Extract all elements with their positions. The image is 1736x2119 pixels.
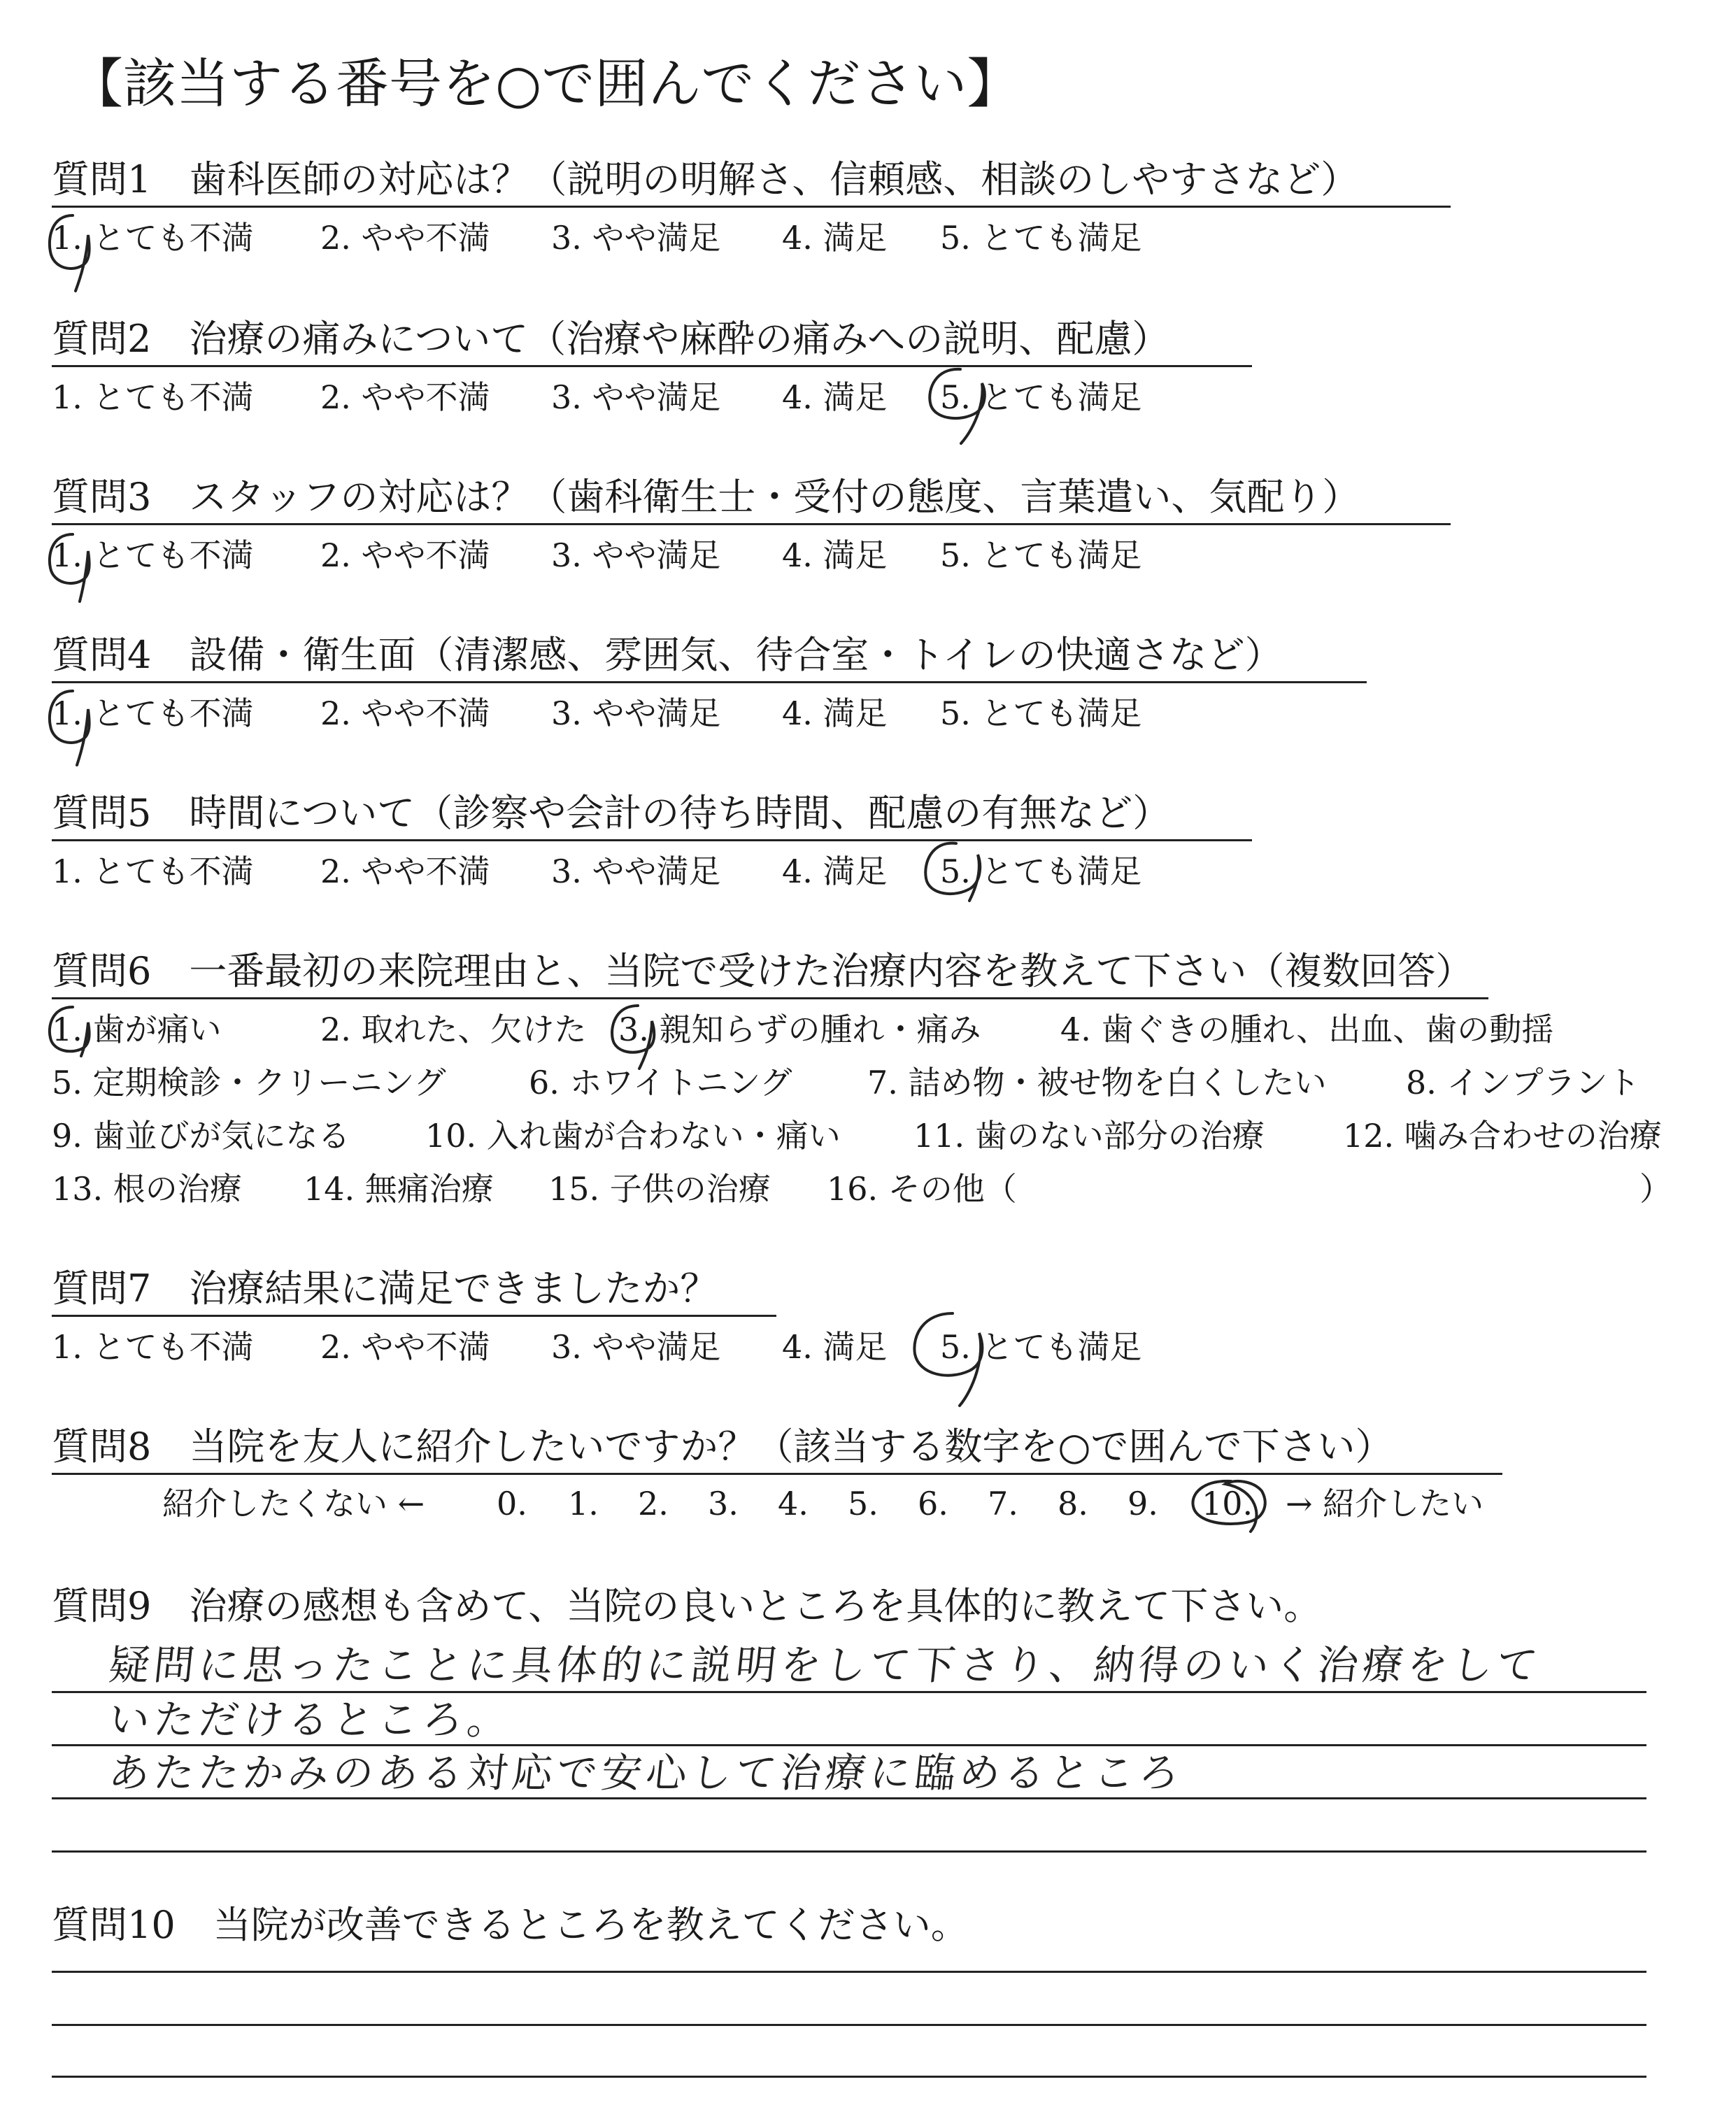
q2-option-1[interactable]: 1. とても不満 — [52, 378, 254, 416]
q3-option-1[interactable]: 1. とても不満 — [52, 536, 254, 574]
q7-option-1[interactable]: 1. とても不満 — [52, 1328, 254, 1366]
q6-option-9[interactable]: 9. 歯並びが気になる — [52, 1117, 350, 1155]
question-7: 質問7 治療結果に満足できましたか？ — [52, 1267, 718, 1311]
q1-option-4[interactable]: 4. 満足 — [782, 219, 888, 257]
q7-option-2[interactable]: 2. やや不満 — [320, 1328, 490, 1366]
q8-number-1[interactable]: 1. — [568, 1485, 599, 1522]
q9-answer-line-4 — [52, 1850, 1646, 1853]
question-4: 質問4 設備・衛生面（清潔感、雰囲気、待合室・トイレの快適さなど） — [52, 633, 1283, 677]
q6-other-close-paren: ） — [1639, 1170, 1672, 1208]
question-8-underline — [52, 1473, 1502, 1475]
q5-option-4[interactable]: 4. 満足 — [782, 852, 888, 890]
q6-option-11[interactable]: 11. 歯のない部分の治療 — [913, 1117, 1265, 1155]
question-8: 質問8 当院を友人に紹介したいですか？（該当する数字を○で囲んで下さい） — [52, 1425, 1393, 1469]
q7-option-4[interactable]: 4. 満足 — [782, 1328, 888, 1366]
q6-option-10[interactable]: 10. 入れ歯が合わない・痛い — [425, 1117, 841, 1155]
q10-answer-line-2 — [52, 2024, 1646, 2026]
q5-option-3[interactable]: 3. やや満足 — [551, 852, 721, 890]
q5-option-5[interactable]: 5. とても満足 — [940, 852, 1142, 890]
question-9: 質問9 治療の感想も含めて、当院の良いところを具体的に教えて下さい。 — [52, 1584, 1322, 1628]
q6-option-13[interactable]: 13. 根の治療 — [52, 1170, 242, 1208]
q6-option-3[interactable]: 3. 親知らずの腫れ・痛み — [618, 1011, 981, 1048]
q8-number-7[interactable]: 7. — [988, 1485, 1018, 1522]
q9-handwritten-answer-3: あたたかみのある対応で安心して治療に臨めるところ — [106, 1749, 1186, 1797]
q1-option-3[interactable]: 3. やや満足 — [551, 219, 721, 257]
question-3: 質問3 スタッフの対応は？（歯科衛生士・受付の態度、言葉遣い、気配り） — [52, 475, 1360, 519]
question-2: 質問2 治療の痛みについて（治療や麻酔の痛みへの説明、配慮） — [52, 317, 1170, 361]
q1-option-2[interactable]: 2. やや不満 — [320, 219, 490, 257]
question-3-underline — [52, 523, 1451, 525]
page-title: 【該当する番号を○で囲んでください】 — [70, 52, 1020, 115]
q6-option-12[interactable]: 12. 噛み合わせの治療 — [1343, 1117, 1662, 1155]
q4-option-3[interactable]: 3. やや満足 — [551, 694, 721, 732]
q2-option-2[interactable]: 2. やや不満 — [320, 378, 490, 416]
q3-selection-circle — [45, 529, 101, 606]
q7-option-3[interactable]: 3. やや満足 — [551, 1328, 721, 1366]
q9-handwritten-answer-2: いただけるところ。 — [106, 1696, 515, 1743]
q4-selection-circle — [45, 685, 101, 769]
q7-selection-circle — [906, 1308, 997, 1413]
q3-option-2[interactable]: 2. やや不満 — [320, 536, 490, 574]
question-5-underline — [52, 839, 1252, 841]
q8-right-label: → 紹介したい — [1286, 1485, 1484, 1522]
q6-selection-circle-1 — [45, 1003, 101, 1059]
q3-option-5[interactable]: 5. とても満足 — [940, 536, 1142, 574]
q9-answer-line-1 — [52, 1691, 1646, 1693]
q5-option-2[interactable]: 2. やや不満 — [320, 852, 490, 890]
q10-answer-line-3 — [52, 2076, 1646, 2078]
q6-option-7[interactable]: 7. 詰め物・被せ物を白くしたい — [867, 1064, 1327, 1101]
q10-answer-line-1 — [52, 1971, 1646, 1973]
q9-answer-line-2 — [52, 1744, 1646, 1746]
q6-option-6[interactable]: 6. ホワイトニング — [529, 1064, 792, 1101]
q2-option-3[interactable]: 3. やや満足 — [551, 378, 721, 416]
q6-option-14[interactable]: 14. 無痛治療 — [304, 1170, 494, 1208]
q6-option-1[interactable]: 1. 歯が痛い — [52, 1011, 222, 1048]
question-6-underline — [52, 997, 1488, 999]
question-5: 質問5 時間について（診察や会計の待ち時間、配慮の有無など） — [52, 791, 1171, 835]
q2-option-5[interactable]: 5. とても満足 — [940, 378, 1142, 416]
q8-number-5[interactable]: 5. — [848, 1485, 878, 1522]
q1-selection-circle — [45, 210, 101, 294]
q9-handwritten-answer-1: 疑問に思ったことに具体的に説明をして下さり、納得のいく治療をして — [106, 1641, 1544, 1689]
q2-selection-circle — [922, 364, 999, 448]
question-1-underline — [52, 206, 1451, 208]
q1-option-5[interactable]: 5. とても満足 — [940, 219, 1142, 257]
q8-number-4[interactable]: 4. — [778, 1485, 809, 1522]
q6-option-2[interactable]: 2. 取れた、欠けた — [320, 1011, 587, 1048]
question-1: 質問1 歯科医師の対応は？（説明の明解さ、信頼感、相談のしやすさなど） — [52, 157, 1359, 201]
question-10: 質問10 当院が改善できるところを教えてください。 — [52, 1903, 969, 1947]
q8-number-6[interactable]: 6. — [918, 1485, 948, 1522]
question-6: 質問6 一番最初の来院理由と、当院で受けた治療内容を教えて下さい（複数回答） — [52, 949, 1474, 993]
q6-option-16[interactable]: 16. その他（ — [827, 1170, 1017, 1208]
q6-option-4[interactable]: 4. 歯ぐきの腫れ、出血、歯の動揺 — [1060, 1011, 1554, 1048]
q1-option-1[interactable]: 1. とても不満 — [52, 219, 254, 257]
q2-option-4[interactable]: 4. 満足 — [782, 378, 888, 416]
q8-number-3[interactable]: 3. — [708, 1485, 739, 1522]
q8-number-0[interactable]: 0. — [497, 1485, 527, 1522]
q6-option-5[interactable]: 5. 定期検診・クリーニング — [52, 1064, 446, 1101]
q3-option-3[interactable]: 3. やや満足 — [551, 536, 721, 574]
q4-option-2[interactable]: 2. やや不満 — [320, 694, 490, 732]
q5-selection-circle — [918, 836, 995, 920]
q8-number-9[interactable]: 9. — [1127, 1485, 1158, 1522]
question-7-underline — [52, 1315, 776, 1317]
q3-option-4[interactable]: 4. 満足 — [782, 536, 888, 574]
q8-selection-circle — [1186, 1476, 1277, 1539]
q8-number-10[interactable]: 10. — [1202, 1485, 1253, 1522]
q6-option-8[interactable]: 8. インプラント — [1406, 1064, 1640, 1101]
q5-option-1[interactable]: 1. とても不満 — [52, 852, 254, 890]
q4-option-5[interactable]: 5. とても満足 — [940, 694, 1142, 732]
question-2-underline — [52, 365, 1252, 367]
q8-number-8[interactable]: 8. — [1058, 1485, 1088, 1522]
q8-left-label: 紹介したくない ← — [162, 1485, 425, 1522]
q9-answer-line-3 — [52, 1797, 1646, 1799]
q6-option-15[interactable]: 15. 子供の治療 — [548, 1170, 771, 1208]
q8-number-2[interactable]: 2. — [638, 1485, 669, 1522]
q4-option-4[interactable]: 4. 満足 — [782, 694, 888, 732]
q7-option-5[interactable]: 5. とても満足 — [940, 1328, 1142, 1366]
q4-option-1[interactable]: 1. とても不満 — [52, 694, 254, 732]
q6-selection-circle-3 — [606, 1001, 669, 1071]
question-4-underline — [52, 681, 1367, 683]
